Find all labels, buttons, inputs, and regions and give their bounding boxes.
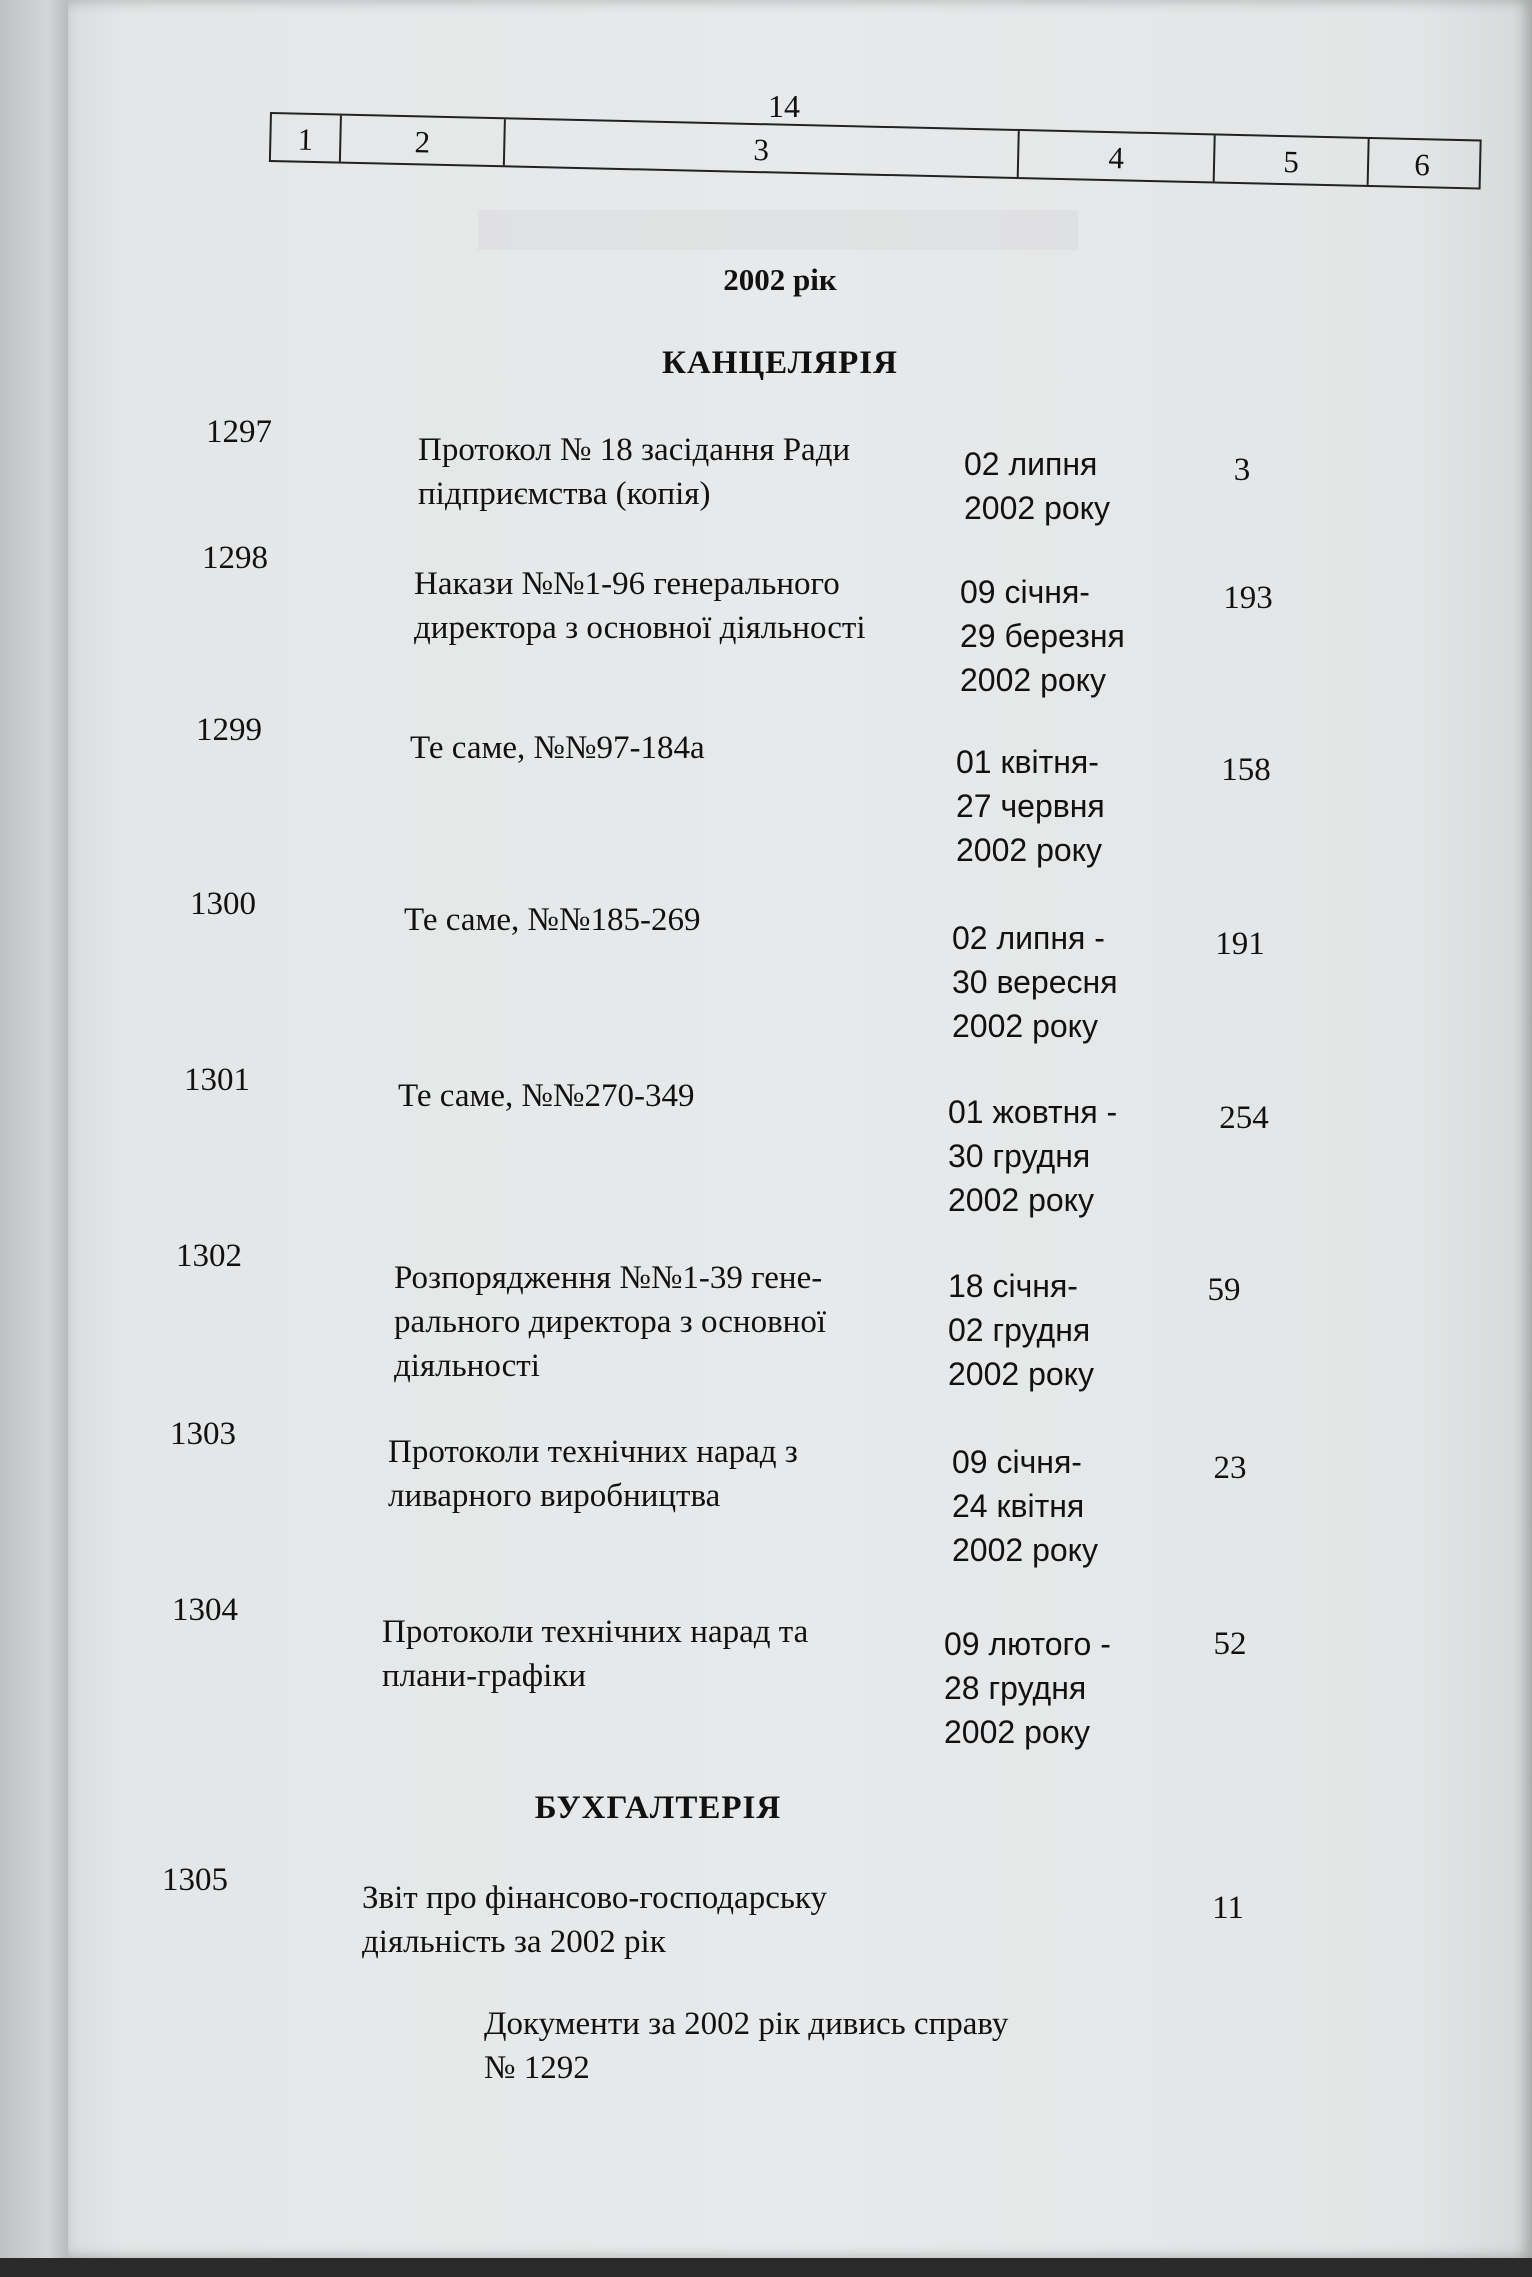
case-number: 1304 [172,1592,238,1628]
case-sheet-count: 11 [1212,1890,1244,1926]
case-date-range: 02 липня - 30 вересня 2002 року [952,920,1118,1044]
bottom-edge-shadow [0,2258,1532,2277]
case-number: 1298 [202,540,268,576]
case-description: Звіт про фінансово-господарську діяльність за 2002 рік [362,1880,827,1960]
case-description: Те саме, №№270-349 [398,1078,695,1114]
case-date-range: 09 січня- 29 березня 2002 року [960,574,1125,698]
case-description: Те саме, №№185-269 [404,902,701,938]
column-header-table [269,112,1482,189]
case-sheet-count: 23 [1213,1450,1247,1486]
case-description: Протоколи технічних нарад та плани-графіки [382,1614,809,1694]
case-description: Протоколи технічних нарад з ливарного виробництва [388,1434,798,1514]
year-heading: 2002 рік [723,262,837,297]
case-date-range: 01 квітня- 27 червня 2002 року [956,744,1105,868]
header-cell-2: 2 [341,116,506,166]
case-date-range: 01 жовтня - 30 грудня 2002 року [948,1094,1118,1218]
case-description: Накази №№1-96 генерального директора з основної діяльності [414,566,866,646]
case-number: 1303 [170,1416,236,1452]
case-sheet-count: 191 [1215,926,1265,962]
case-number: 1301 [184,1062,250,1098]
case-number: 1297 [206,414,272,450]
case-number: 1305 [162,1862,228,1898]
left-page-edge [0,0,68,2258]
document-page [68,0,1532,2258]
cross-reference-note: Документи за 2002 рік дивись справу № 1292 [484,2006,1009,2086]
section-heading-accounting: БУХГАЛТЕРІЯ [534,1790,782,1826]
header-cell-4: 4 [1019,131,1216,181]
case-sheet-count: 59 [1207,1272,1241,1308]
case-sheet-count: 254 [1219,1100,1269,1136]
header-cell-3: 3 [505,119,1020,177]
case-date-range: 09 лютого - 28 грудня 2002 року [944,1626,1111,1750]
case-sheet-count: 52 [1213,1626,1247,1662]
case-date-range: 02 липня 2002 року [964,446,1111,526]
header-cell-1: 1 [271,114,342,162]
page-number: 14 [768,88,800,124]
case-number: 1299 [196,712,262,748]
case-sheet-count: 193 [1223,580,1273,616]
bleed-through-shadow [478,210,1078,250]
header-cell-6: 6 [1413,146,1431,183]
case-number: 1300 [190,886,256,922]
case-sheet-count: 158 [1221,752,1271,788]
case-description: Протокол № 18 засідання Ради підприємства (копія) [418,432,851,512]
section-heading-chancellery: КАНЦЕЛЯРІЯ [662,345,898,381]
case-description: Розпорядження №№1-39 гене-рального директора з основної діяльності [394,1260,826,1384]
case-date-range: 09 січня- 24 квітня 2002 року [952,1444,1099,1568]
case-number: 1302 [176,1238,242,1274]
case-date-range: 18 січня- 02 грудня 2002 року [948,1268,1095,1392]
case-description: Те саме, №№97-184а [410,730,705,766]
header-cell-5: 5 [1215,135,1370,184]
case-sheet-count: 3 [1233,452,1251,488]
